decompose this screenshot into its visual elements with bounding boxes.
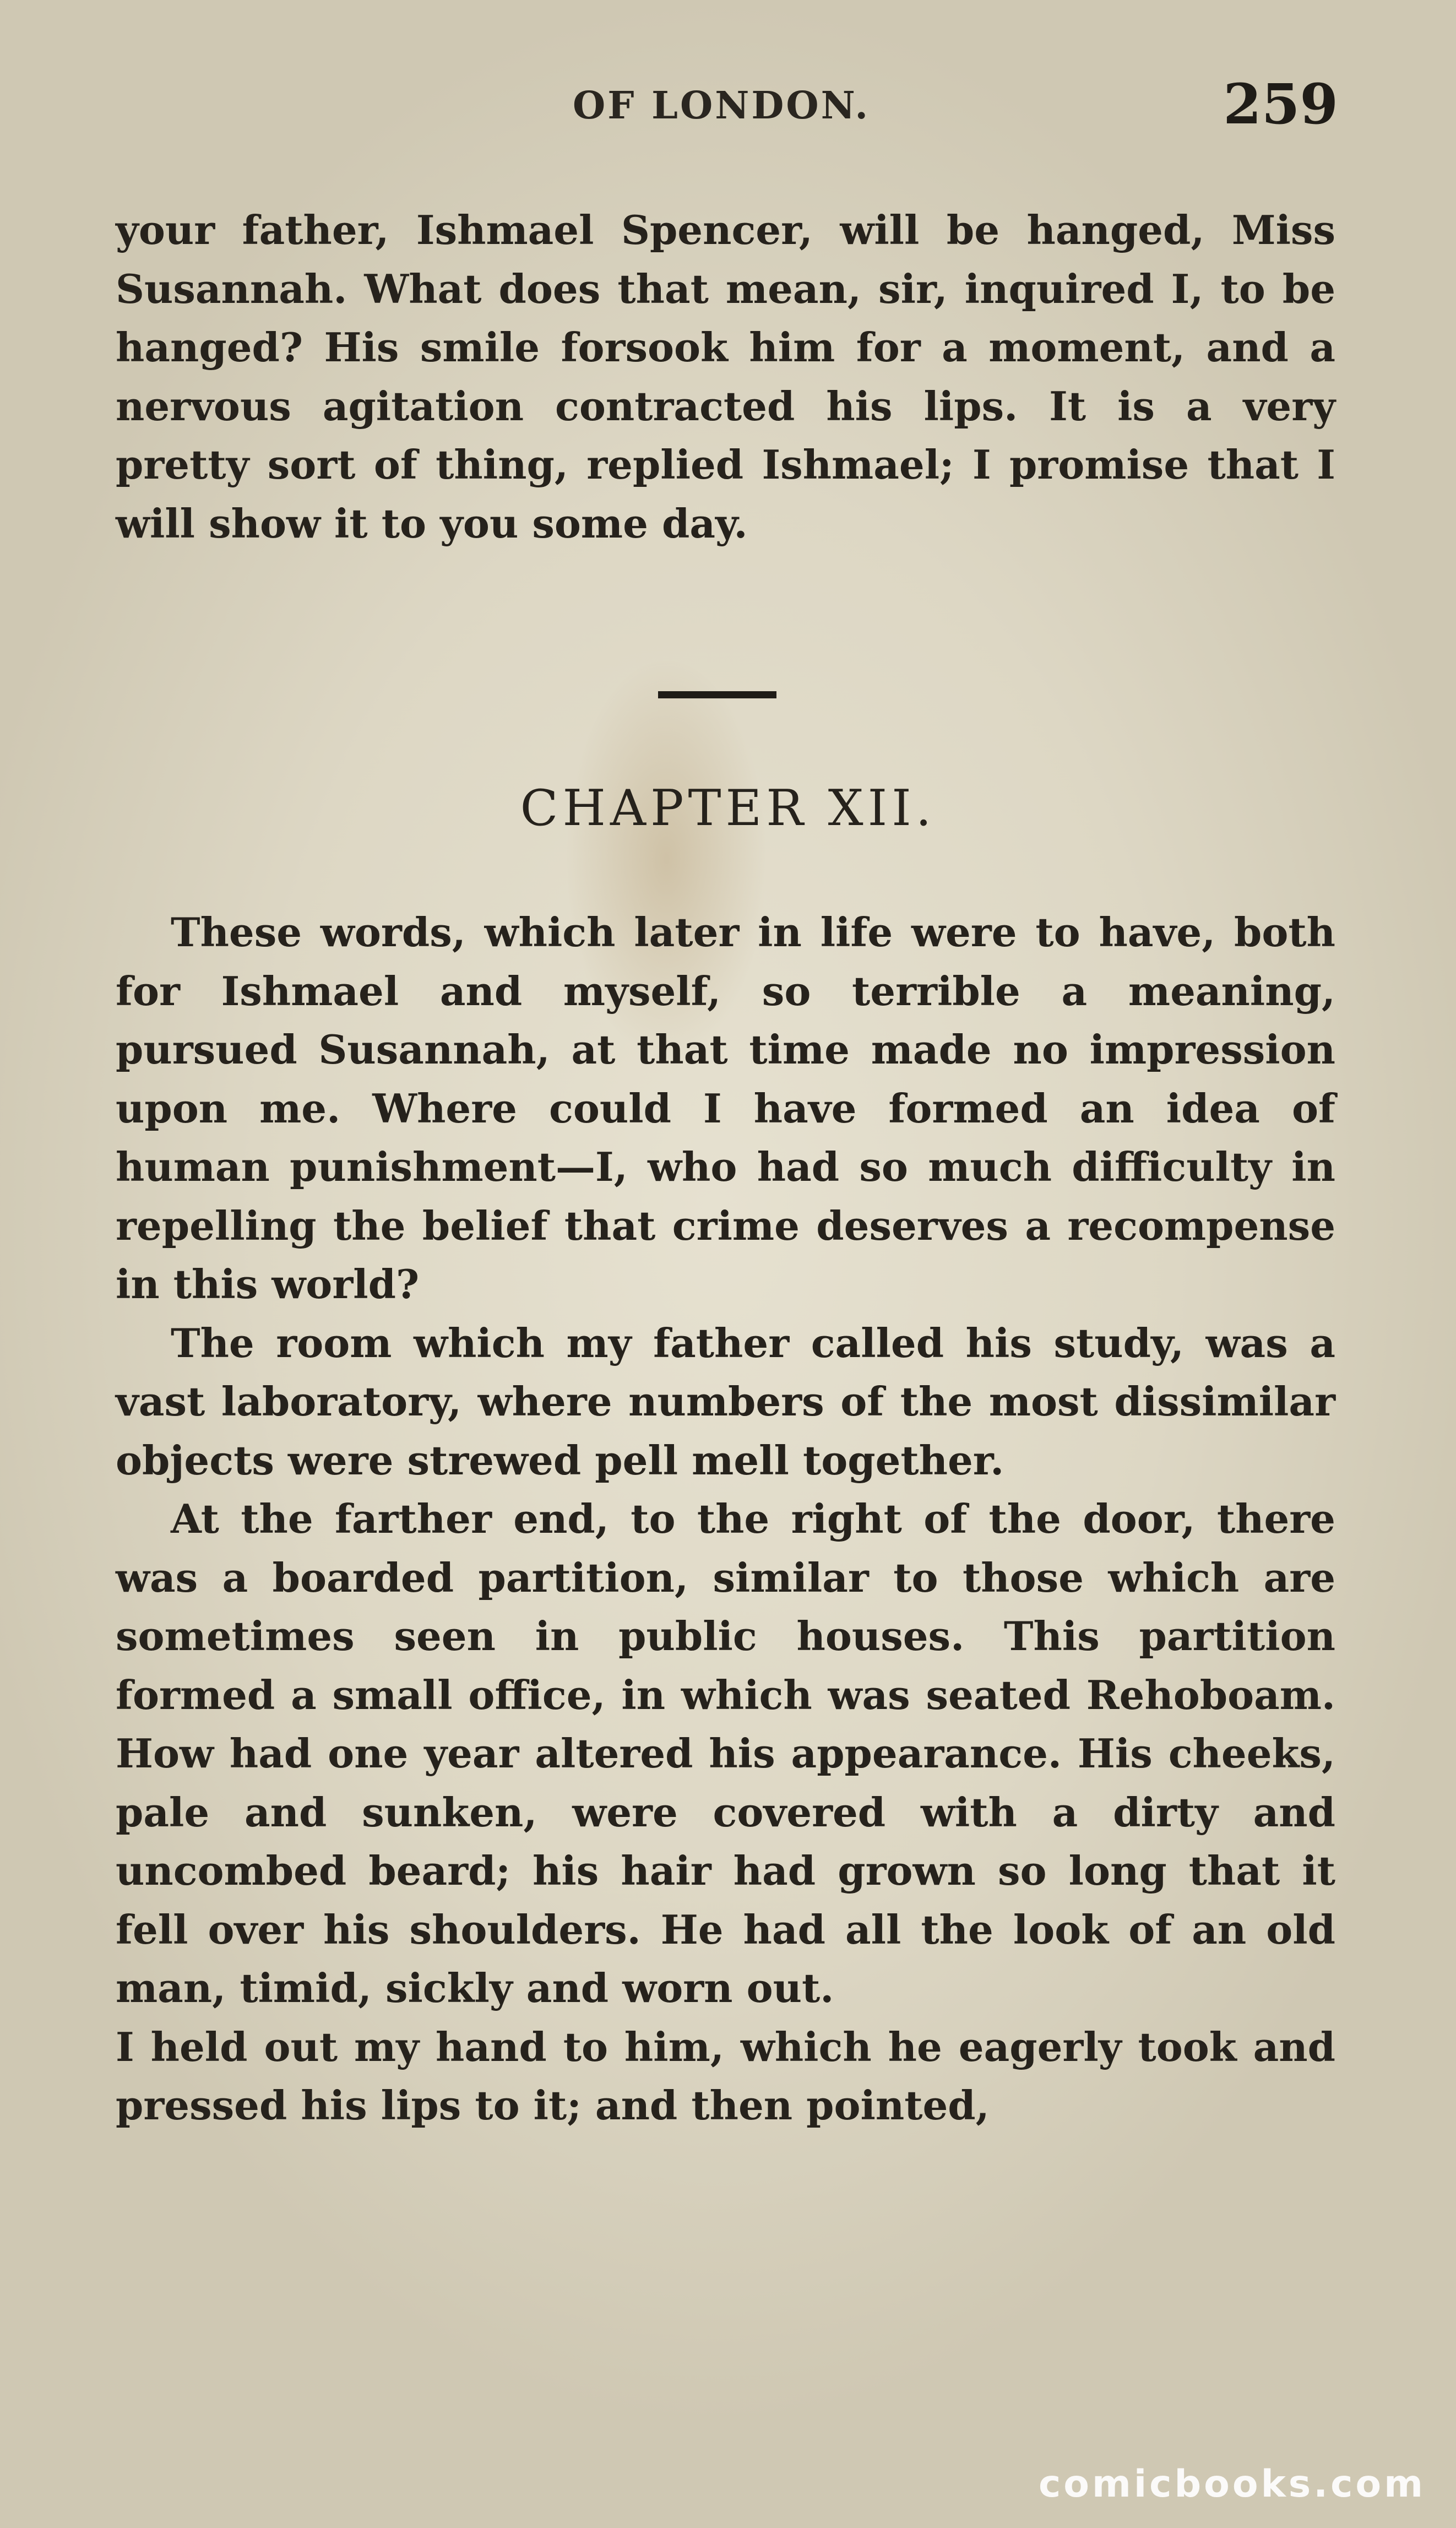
continued-text <box>116 201 1335 553</box>
chapter-body <box>116 903 1335 2135</box>
paragraph: The room which my father called his study, was a vast laboratory, where numbers of the most dissimilar objects were strewed pell mell together. <box>116 1319 1335 1484</box>
paragraph: At the farther end, to the right of the door, there was a boarded partition, similar to those which are sometimes seen in public houses. This partition formed a small office, in which was seated Rehoboam. How had one year altered his appearance. His cheeks, pale and sunken, were covered with a dirty and uncombed beard; his hair had grown so long that it fell over his shoulders. He had all the look of an old man, timid, sickly and worn out. <box>116 1495 1335 2011</box>
running-title: OF LONDON. <box>573 84 871 128</box>
chapter-title: CHAPTER XII. <box>520 779 936 837</box>
paragraph: These words, which later in life were to have, both for Ishmael and myself, so terrible a meaning, pursued Susannah, at that time made no impression upon me. Where could I have formed an idea of human punishment—I, who had so much difficulty in repelling the belief that crime deserves a recompense in this world? <box>116 909 1335 1308</box>
section-divider-rule <box>658 691 776 698</box>
paragraph: I held out my hand to him, which he eagerly took and pressed his lips to it; and then pointed, <box>116 2023 1335 2129</box>
paragraph: your father, Ishmael Spencer, will be hanged, Miss Susannah. What does that mean, sir, inquired I, to be hanged? His smile forsook him for a moment, and a nervous agitation contracted his lips. It is a very pretty sort of thing, replied Ishmael; I promise that I will show it to you some day. <box>116 207 1335 547</box>
page-number: 259 <box>1223 72 1338 137</box>
watermark-text: comicbooks.com <box>1038 2462 1426 2506</box>
page-header <box>116 72 1338 137</box>
